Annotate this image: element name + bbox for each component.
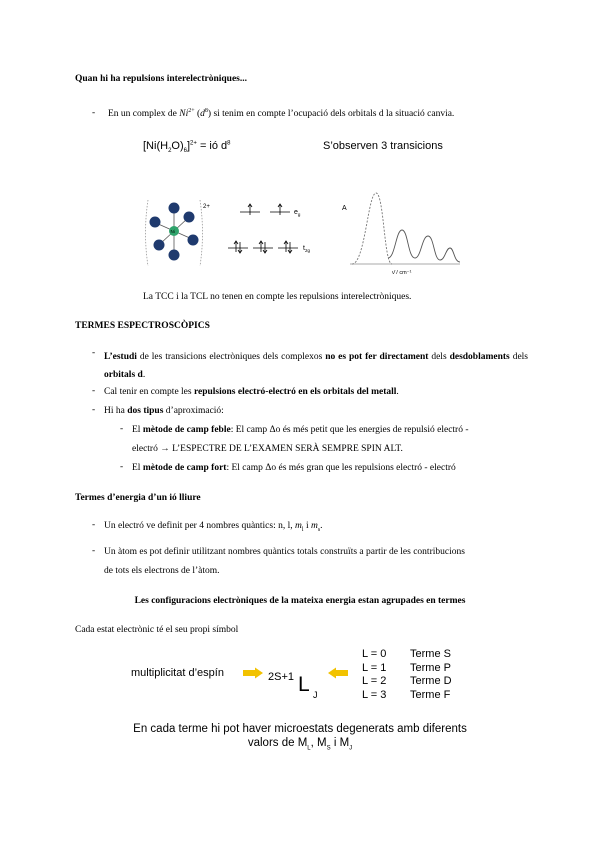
term-name-D: Terme D (410, 675, 452, 687)
l-value-2: L = 2 (362, 675, 387, 687)
ni-label: Ni (170, 229, 175, 234)
caption-tcc-tcl: La TCC i la TCL no tenen en compte les repulsions interelectròniques. (143, 292, 412, 302)
absorption-spectrum (350, 193, 460, 264)
bullet-atom-def-line2: de tots els electrons de l’àtom. (104, 566, 220, 576)
term-name-P: Terme P (410, 661, 451, 674)
centered-statement: Les configuracions electròniques de la mateixa energia estan agrupades en termes (134, 596, 466, 606)
l-value-1: L = 1 (362, 661, 387, 674)
bullet-repulsions: Cal tenir en compte les repulsions electró-electró en els orbitals del metall. (104, 387, 399, 397)
bullet-dash: - (92, 108, 96, 118)
term-symbol-L: L (298, 673, 310, 696)
term-names-list (410, 648, 452, 702)
l-value-0: L = 0 (362, 648, 387, 660)
bullet-nickel-complex (108, 108, 528, 120)
l-value-3: L = 3 (362, 688, 387, 701)
ion-charge: 2+ (188, 107, 195, 114)
eg-level (240, 204, 290, 215)
bullet-dash: - (92, 348, 96, 358)
bullet-dos-tipus: Hi ha dos tipus d’aproximació: (104, 406, 224, 416)
t2g-label: $t_{2g}$ (303, 245, 310, 253)
text-segment: ( (194, 109, 201, 119)
sub-bullet-dash: - (120, 424, 124, 434)
two-s-plus-one: 2S+1 (268, 671, 294, 683)
complex-figure (140, 188, 470, 278)
sub-bullet-dash: - (120, 462, 124, 472)
sub-bullet-camp-fort: El mètode de camp fort: El camp Δo és més gran que les repulsions electró - electró (132, 463, 456, 473)
t2g-level (228, 241, 298, 253)
bullet-dash: - (92, 520, 96, 530)
multiplicity-label: multiplicitat d’espín (131, 667, 224, 679)
transitions-label: S’observen 3 transicions (323, 140, 443, 152)
text-segment: En un complex de (108, 109, 180, 119)
term-name-S: Terme S (410, 648, 451, 660)
ion-symbol: Ni (179, 109, 189, 119)
left-arrow-icon (327, 667, 349, 679)
bullet-dash: - (92, 546, 96, 556)
config-exp: 8 (204, 107, 208, 114)
heading-termes: TERMES ESPECTROSCÒPICS (75, 321, 210, 331)
heading-repulsions: Quan hi ha repulsions interelectròniques... (75, 74, 247, 84)
term-symbol-J: J (313, 690, 318, 700)
right-arrow-icon (242, 667, 264, 679)
text-segment: si tenim en compte l’ocupació dels orbitals d la situació canvia. (211, 109, 455, 119)
bullet-quantum-numbers: Un electró ve definit per 4 nombres quàntics: n, l, $m_l$ i $m_s$. (104, 521, 323, 533)
microstates-line1: En cada terme hi pot haver microestats degenerats amb diferents (133, 723, 467, 735)
para-symbol: Cada estat electrònic té el seu propi símbol (75, 625, 239, 635)
wavenumber-label: ν̄ / cm⁻¹ (392, 270, 412, 276)
eg-label: $e_g$ (294, 209, 301, 217)
l-values-list (362, 648, 386, 702)
bullet-estudi: L’estudi de les transicions electròniques dels complexos no es pot fer directament dels desdoblaments dels orbitals d. (104, 352, 528, 380)
bullet-atom-def: Un àtom es pot definir utilitzant nombres quàntics totals construïts a partir de les contribucions (104, 547, 465, 557)
absorbance-label: A (342, 205, 347, 212)
microstates-line2: valors de $M_L$, $M_S$ i $M_J$ (247, 737, 353, 752)
heading-termes-energia: Termes d’energia d’un ió lliure (75, 493, 201, 503)
sub-bullet-camp-feble: El mètode de camp feble: El camp Δo és més petit que les energies de repulsió electró - (132, 425, 469, 435)
complex-formula: $[Ni(H_2O)_6]^{2+}$ = ió $d^8$ (143, 140, 231, 155)
bullet-dash: - (92, 386, 96, 396)
sub-bullet-camp-feble-line2: electró → L’ESPECTRE DE L’EXAMEN SERÀ SEMPRE SPIN ALT. (132, 444, 403, 454)
outer-charge: 2+ (203, 204, 210, 210)
term-name-F: Terme F (410, 688, 451, 701)
bullet-dash: - (92, 405, 96, 415)
text-segment: ) (207, 109, 212, 119)
config-d: d (200, 109, 205, 119)
